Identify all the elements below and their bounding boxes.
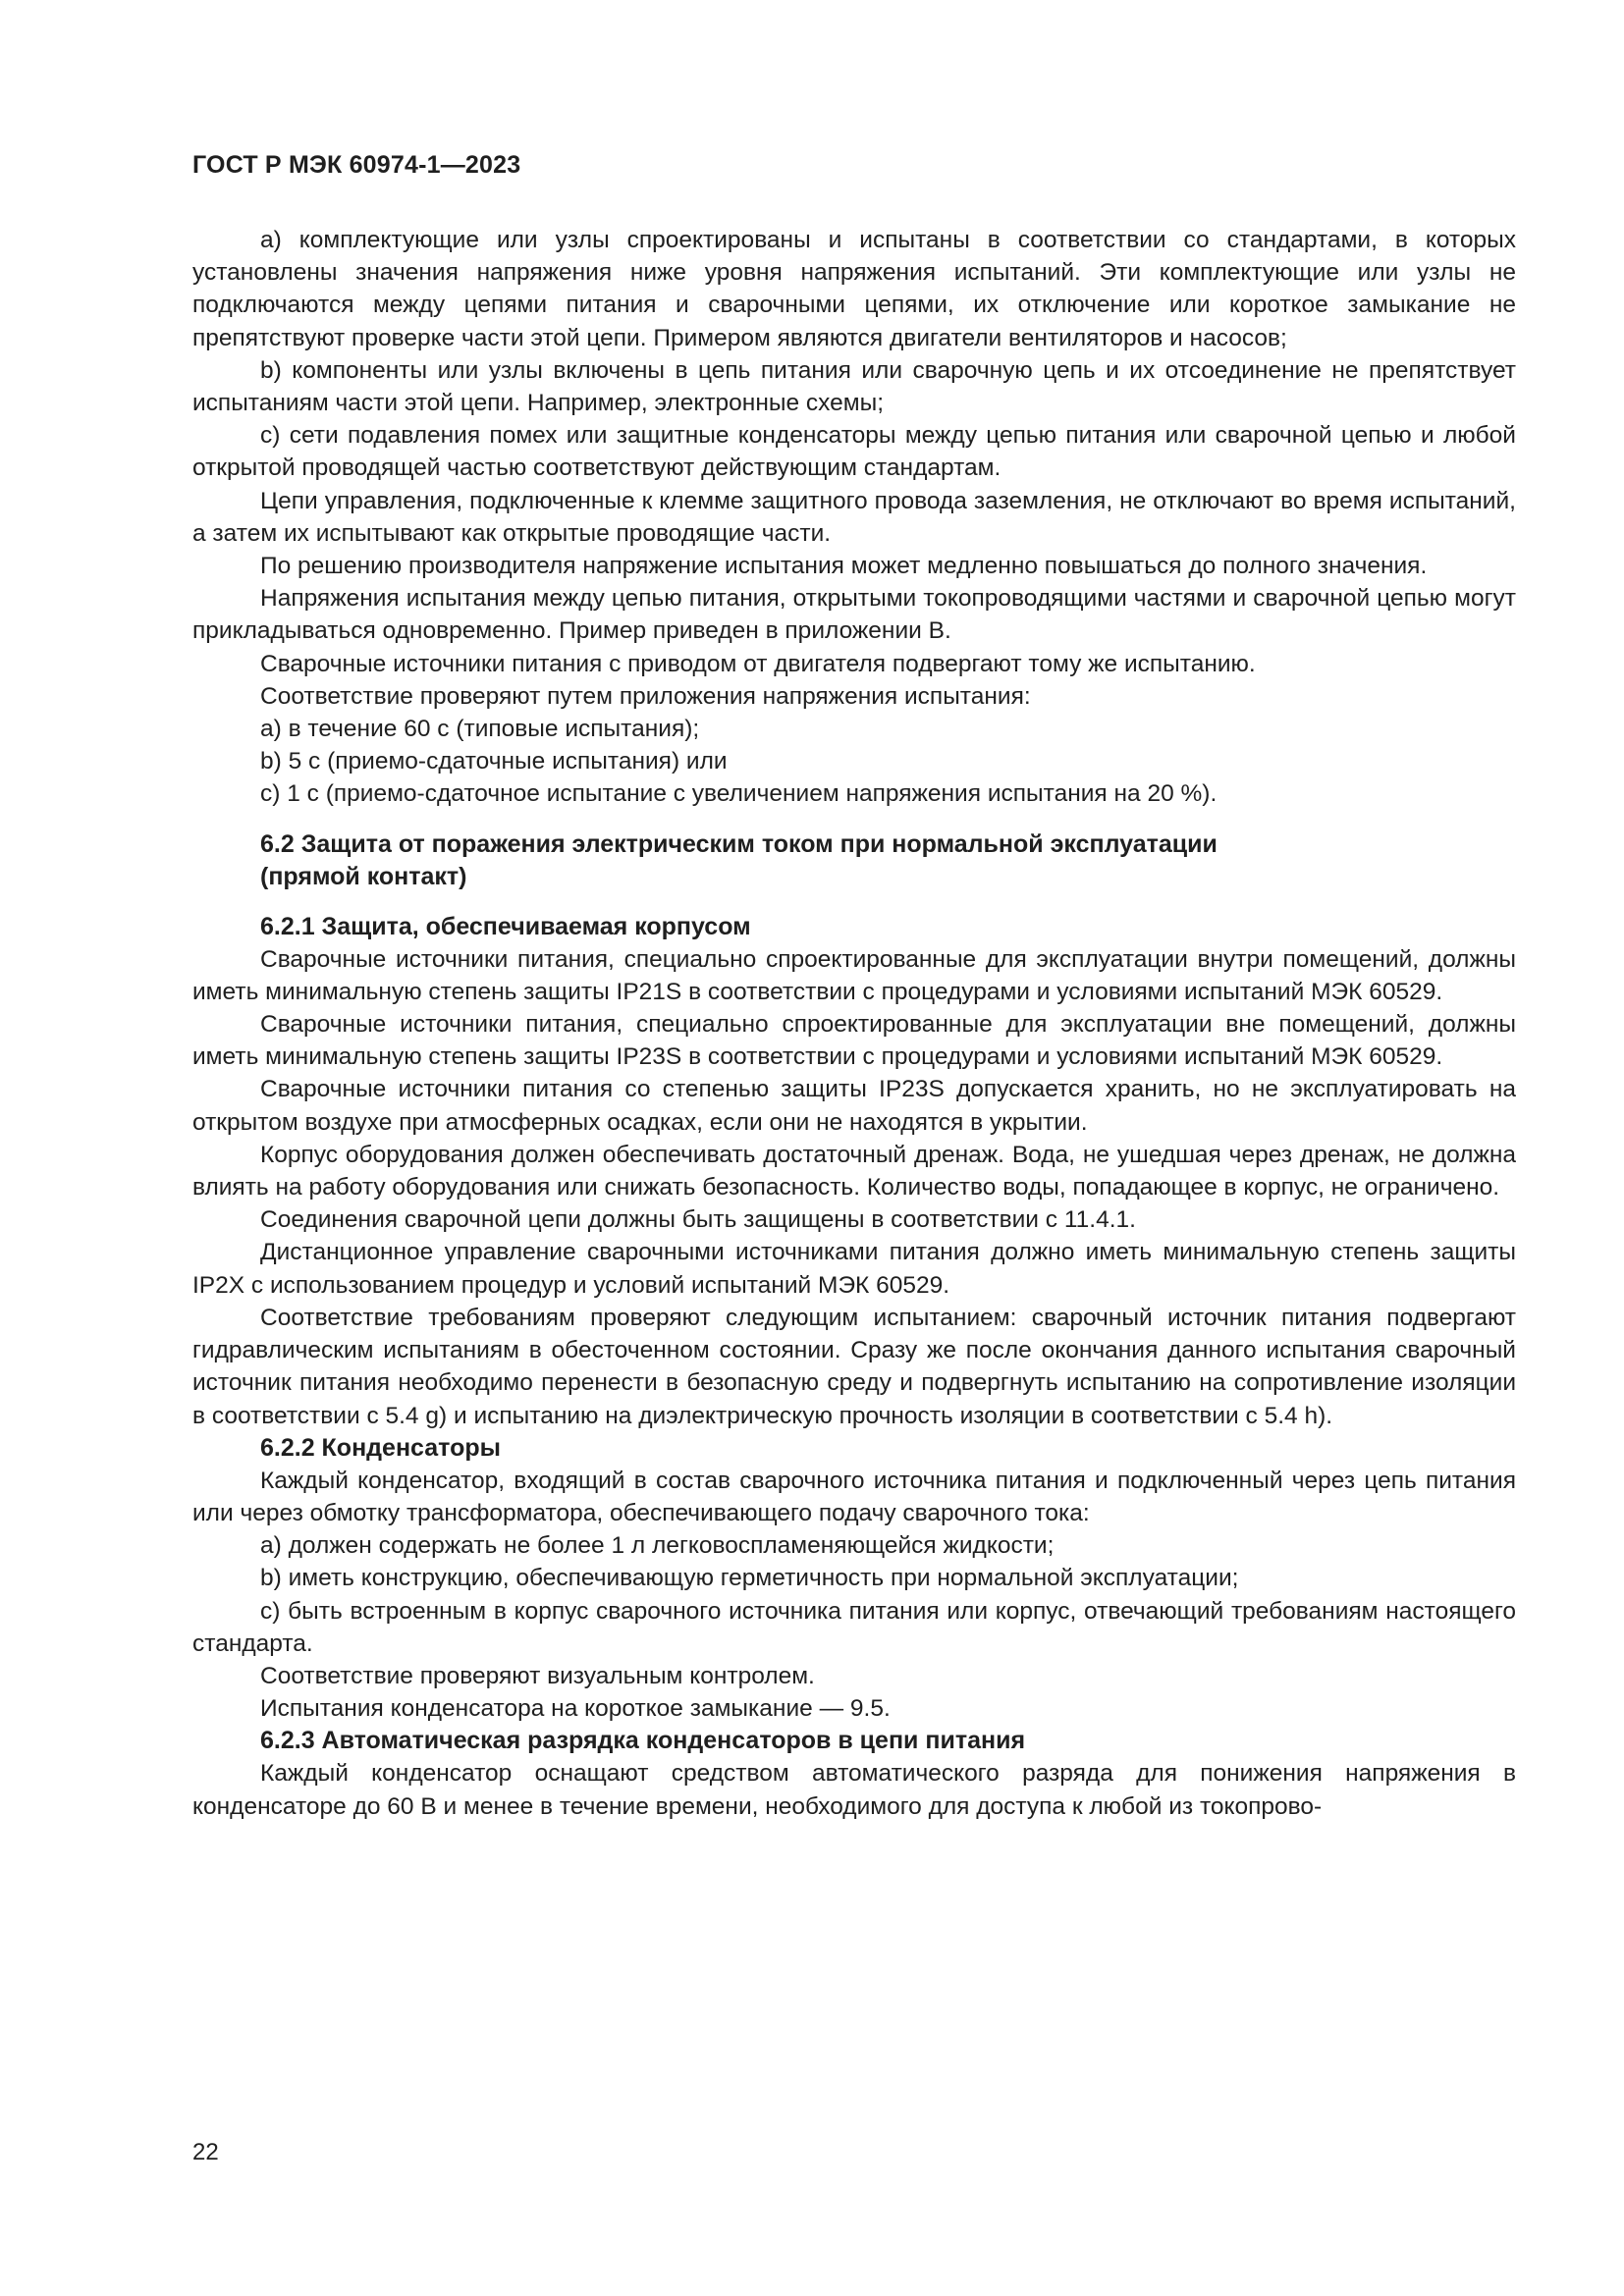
paragraph: Сварочные источники питания, специально спроектированные для эксплуатации вне помещений, должны иметь минимальную степень защиты IP23S в соответствии с процедурами и условиями испытаний МЭК 60529. xyxy=(192,1011,1516,1071)
page-number: 22 xyxy=(192,2139,219,2165)
list-item: a) должен содержать не более 1 л легковоспламеняющейся жидкости; xyxy=(260,1532,1055,1560)
list-item: b) 5 с (приемо-сдаточные испытания) или xyxy=(260,748,728,775)
section-heading-line: (прямой контакт) xyxy=(260,862,467,890)
document-body xyxy=(192,224,1516,1823)
document-header: ГОСТ Р МЭК 60974-1—2023 xyxy=(192,151,521,179)
paragraph: Соединения сварочной цепи должны быть защищены в соответствии с 11.4.1. xyxy=(260,1206,1136,1234)
paragraph: Соответствие проверяют визуальным контролем. xyxy=(260,1662,815,1689)
paragraph: Соответствие требованиям проверяют следующим испытанием: сварочный источник питания подвергают гидравлическим испытаниям в обесточенном состоянии. Сразу же после окончания данного испытания сварочный источник питания необходимо перенести в безопасную среду и подвергнуть испытанию на сопротивление изоляции в соответствии с 5.4 g) и испытанию на диэлектрическую прочность изоляции в соответствии с 5.4 h). xyxy=(192,1304,1516,1429)
paragraph: Испытания конденсатора на короткое замыкание — 9.5. xyxy=(260,1695,891,1723)
paragraph: Сварочные источники питания, специально спроектированные для эксплуатации внутри помещений, должны иметь минимальную степень защиты IP21S в соответствии с процедурами и условиями испытаний МЭК 60529. xyxy=(192,945,1516,1005)
section-heading-6-2-2: 6.2.2 Конденсаторы xyxy=(260,1433,501,1462)
section-heading-6-2-1: 6.2.1 Защита, обеспечиваемая корпусом xyxy=(260,912,751,940)
paragraph: Сварочные источники питания со степенью защиты IP23S допускается хранить, но не эксплуатировать на открытом воздухе при атмосферных осадках, если они не находятся в укрытии. xyxy=(192,1076,1516,1136)
paragraph: По решению производителя напряжение испытания может медленно повышаться до полного значения. xyxy=(260,553,1428,580)
section-heading-line: 6.2 Защита от поражения электрическим током при нормальной эксплуатации xyxy=(260,829,1218,858)
paragraph: Корпус оборудования должен обеспечивать достаточный дренаж. Вода, не ушедшая через дренаж, не должна влиять на работу оборудования или снижать безопасность. Количество воды, попадающее в корпус, не ограничено. xyxy=(192,1141,1516,1201)
paragraph: Дистанционное управление сварочными источниками питания должно иметь минимальную степень защиты IP2X с использованием процедур и условий испытаний МЭК 60529. xyxy=(192,1239,1516,1299)
paragraph: Цепи управления, подключенные к клемме защитного провода заземления, не отключают во время испытаний, а затем их испытывают как открытые проводящие части. xyxy=(192,487,1516,547)
paragraph: a) комплектующие или узлы спроектированы и испытаны в соответствии со стандартами, в которых установлены значения напряжения ниже уровня напряжения испытаний. Эти комплектующие или узлы не подключаются между цепями питания и сварочными цепями, их отключение или короткое замыкание не препятствуют проверке части этой цепи. Примером являются двигатели вентиляторов и насосов; xyxy=(192,227,1516,351)
list-item: c) 1 с (приемо-сдаточное испытание с увеличением напряжения испытания на 20 %). xyxy=(260,780,1218,808)
paragraph: b) компоненты или узлы включены в цепь питания или сварочную цепь и их отсоединение не препятствует испытаниям части этой цепи. Например, электронные схемы; xyxy=(192,356,1516,417)
paragraph: Напряжения испытания между цепью питания, открытыми токопроводящими частями и сварочной цепью могут прикладываться одновременно. Пример приведен в приложении B. xyxy=(192,585,1516,645)
section-heading-6-2 xyxy=(192,828,1516,893)
list-item: a) в течение 60 с (типовые испытания); xyxy=(260,716,700,743)
section-heading-6-2-3: 6.2.3 Автоматическая разрядка конденсаторов в цепи питания xyxy=(260,1727,1026,1755)
list-item: b) иметь конструкцию, обеспечивающую герметичность при нормальной эксплуатации; xyxy=(260,1565,1239,1592)
paragraph: Каждый конденсатор, входящий в состав сварочного источника питания и подключенный через цепь питания или через обмотку трансформатора, обеспечивающего подачу сварочного тока: xyxy=(192,1467,1516,1526)
paragraph: Каждый конденсатор оснащают средством автоматического разряда для понижения напряжения в конденсаторе до 60 В и менее в течение времени, необходимого для доступа к любой из токопрово- xyxy=(192,1760,1516,1820)
paragraph: c) сети подавления помех или защитные конденсаторы между цепью питания или сварочной цепью и любой открытой проводящей частью соответствуют действующим стандартам. xyxy=(192,422,1516,482)
paragraph: Соответствие проверяют путем приложения напряжения испытания: xyxy=(260,682,1031,710)
paragraph: Сварочные источники питания с приводом от двигателя подвергают тому же испытанию. xyxy=(260,650,1256,677)
list-item: c) быть встроенным в корпус сварочного источника питания или корпус, отвечающий требованиям настоящего стандарта. xyxy=(192,1597,1516,1657)
